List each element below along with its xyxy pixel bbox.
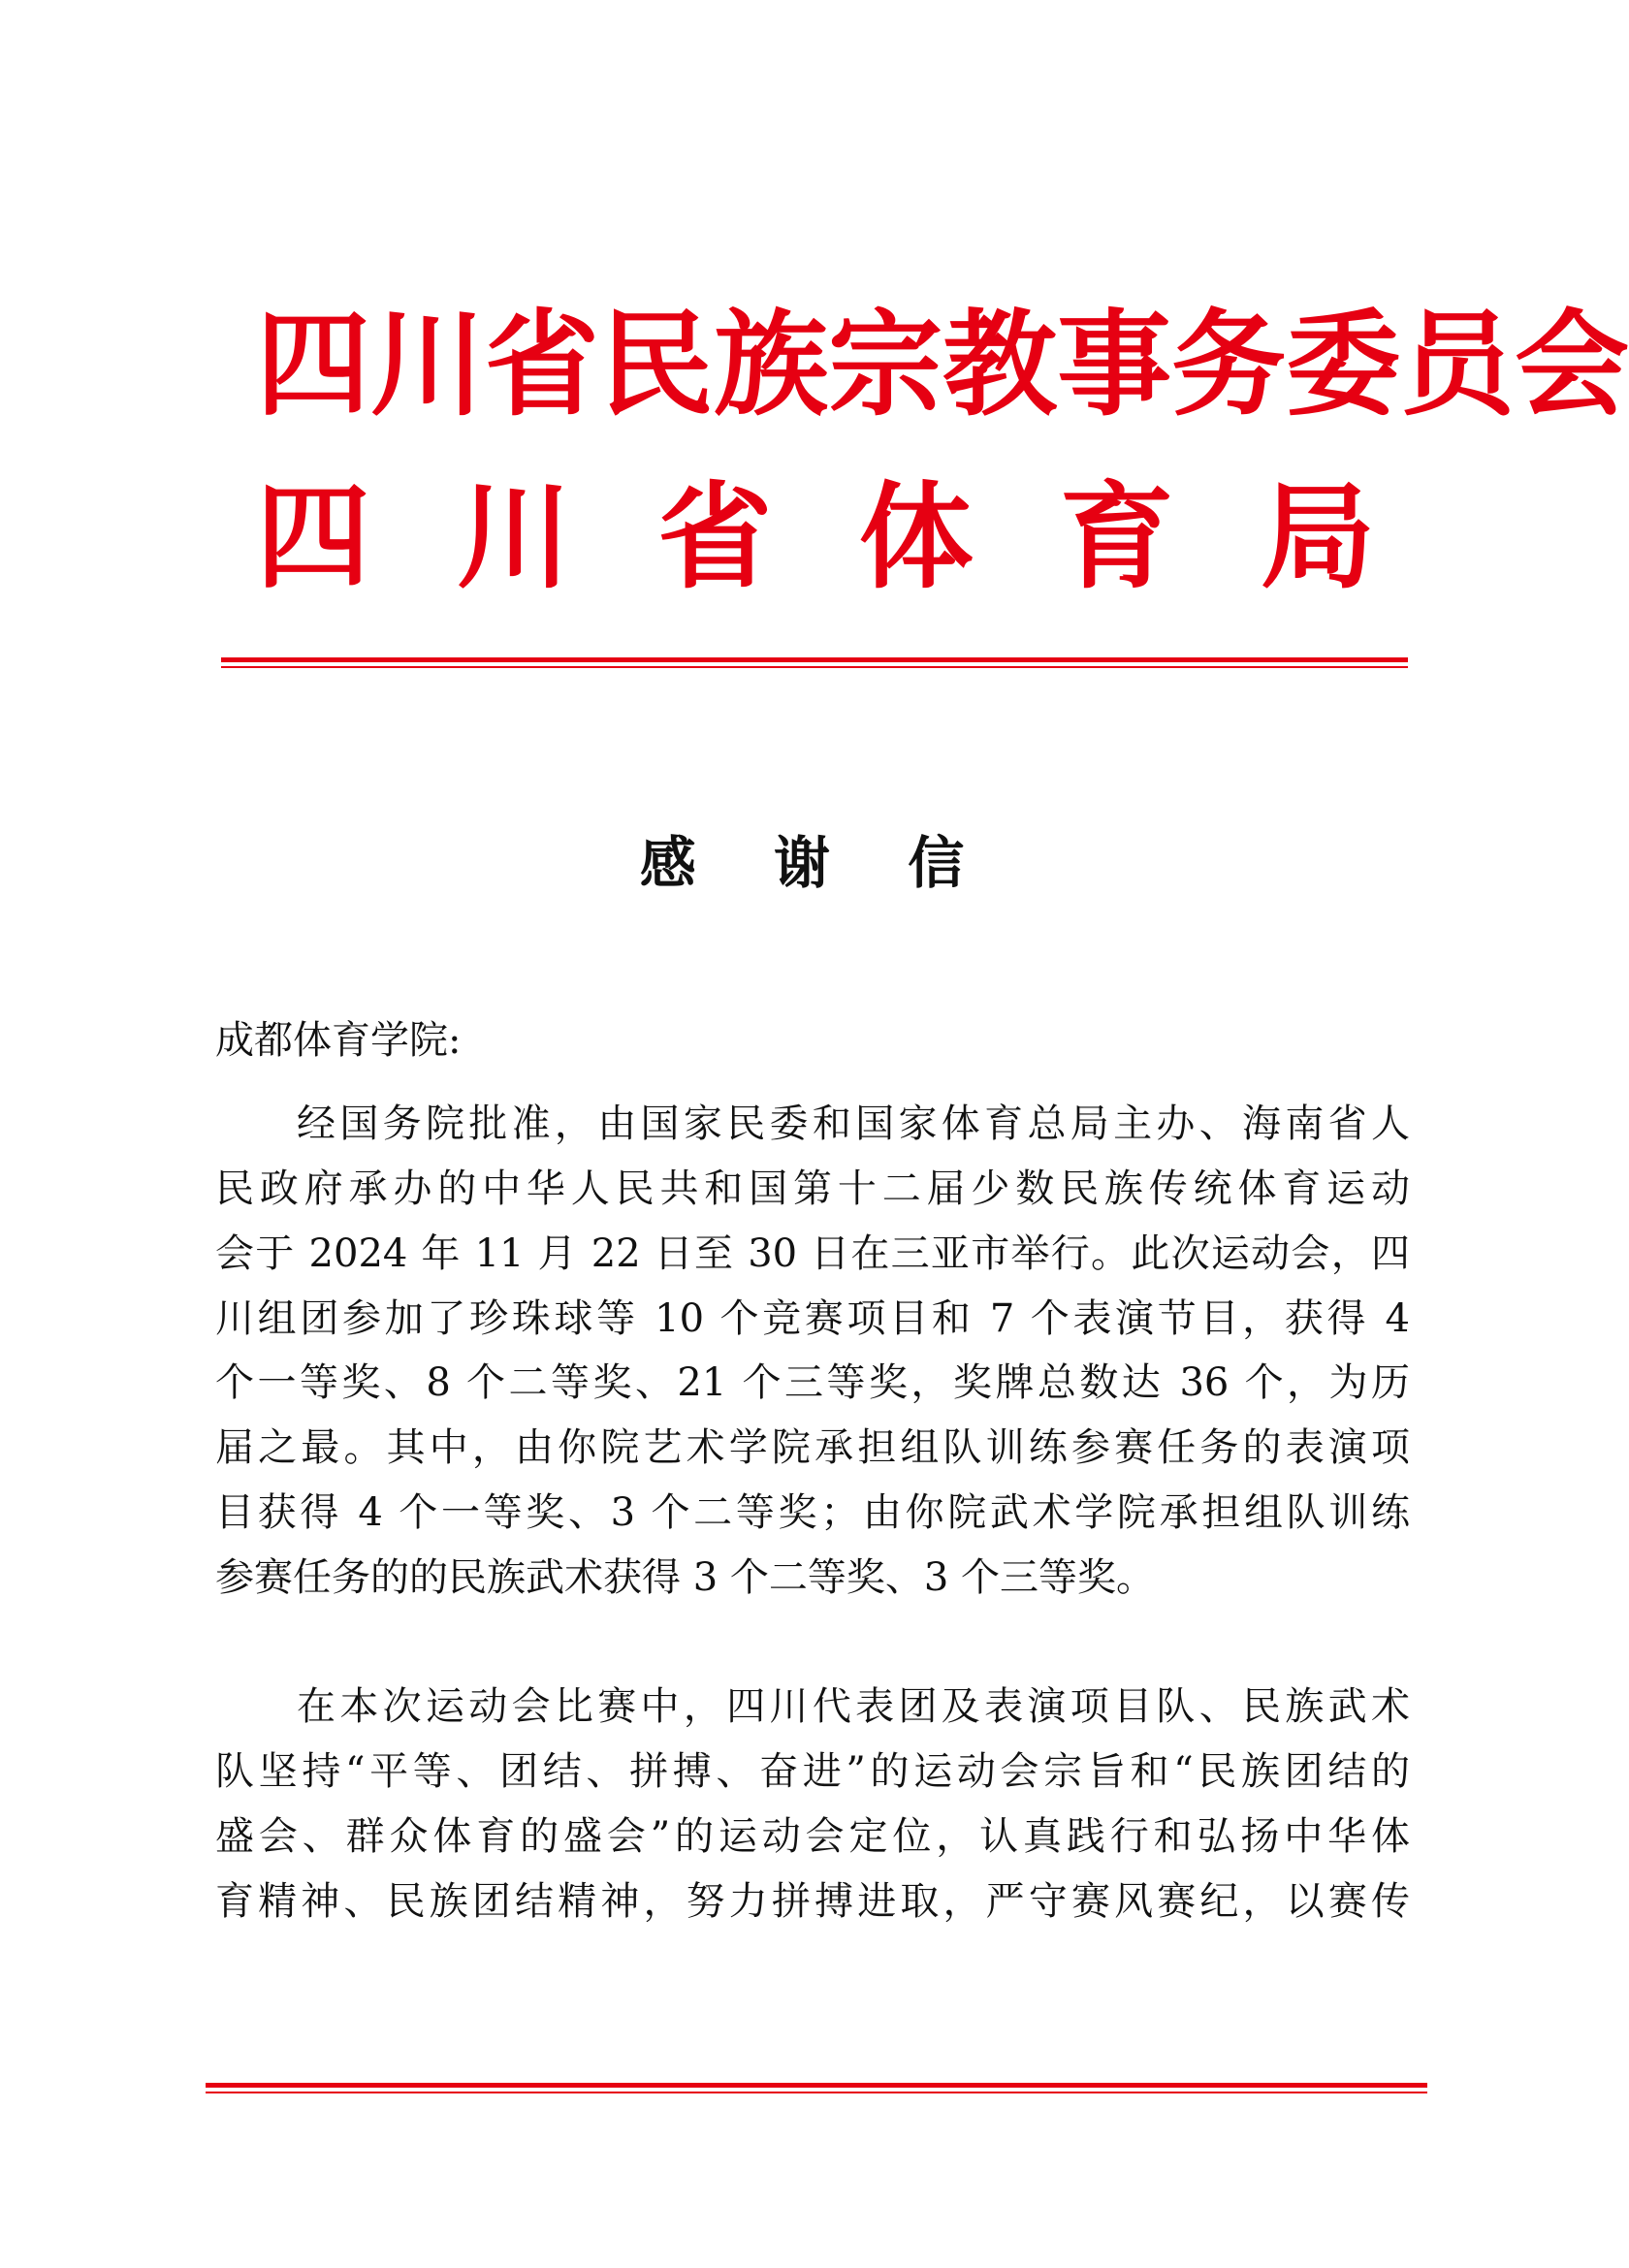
footer-divider	[206, 2083, 1427, 2093]
header-divider-thick	[221, 657, 1408, 662]
issuer-char: 民	[599, 297, 715, 431]
issuer-name-line-1	[256, 297, 1629, 432]
issuer-char: 宗	[828, 297, 943, 431]
paragraph-1-line: 会于 2024 年 11 月 22 日至 30 日在三亚市举行。此次运动会，四	[215, 1231, 1410, 1276]
issuer-name-line-2	[256, 469, 1375, 605]
footer-divider-thick	[206, 2083, 1427, 2088]
title-char: 信	[908, 830, 965, 896]
issuer-char: 族	[714, 297, 829, 431]
paragraph-1-line: 川组团参加了珍珠球等 10 个竞赛项目和 7 个表演节目，获得 4	[215, 1296, 1410, 1341]
issuer-char: 四	[256, 469, 371, 604]
issuer-char: 会	[1515, 297, 1629, 431]
paragraph-1-line: 届之最。其中，由你院艺术学院承担组队训练参赛任务的表演项	[215, 1425, 1410, 1470]
header-divider-thin	[221, 666, 1408, 668]
paragraph-1-line: 经国务院批准，由国家民委和国家体育总局主办、海南省人	[297, 1102, 1410, 1146]
issuer-char: 省	[485, 297, 600, 431]
salutation: 成都体育学院:	[215, 1018, 462, 1063]
letter-title	[0, 824, 1604, 902]
issuer-char: 川	[457, 469, 572, 604]
paragraph-2-line: 队坚持“平等、团结、拼搏、奋进”的运动会宗旨和“民族团结的	[215, 1749, 1410, 1794]
paragraph-1-line: 个一等奖、8 个二等奖、21 个三等奖，奖牌总数达 36 个，为历	[215, 1360, 1410, 1405]
paragraph-1-line: 目获得 4 个一等奖、3 个二等奖；由你院武术学院承担组队训练	[215, 1490, 1410, 1535]
paragraph-2-line: 盛会、群众体育的盛会”的运动会定位，认真践行和弘扬中华体	[215, 1814, 1410, 1859]
paragraph-1-line: 参赛任务的的民族武术获得 3 个二等奖、3 个三等奖。	[215, 1555, 1156, 1600]
issuer-char: 川	[370, 297, 486, 431]
paragraph-2-line: 育精神、民族团结精神，努力拼搏进取，严守赛风赛纪，以赛传	[215, 1879, 1410, 1924]
issuer-char: 体	[858, 469, 974, 604]
paragraph-1-line: 民政府承办的中华人民共和国第十二届少数民族传统体育运动	[215, 1166, 1410, 1211]
issuer-char: 委	[1286, 297, 1401, 431]
issuer-char: 员	[1400, 297, 1516, 431]
issuer-char: 育	[1059, 469, 1174, 604]
issuer-char: 事	[1057, 297, 1172, 431]
issuer-char: 局	[1260, 469, 1375, 604]
issuer-char: 省	[657, 469, 773, 604]
header-divider	[221, 657, 1408, 668]
title-char: 谢	[773, 830, 830, 896]
title-char: 感	[639, 830, 696, 896]
issuer-char: 务	[1171, 297, 1287, 431]
paragraph-2-line: 在本次运动会比赛中，四川代表团及表演项目队、民族武术	[297, 1684, 1410, 1729]
issuer-char: 教	[942, 297, 1058, 431]
issuer-char: 四	[256, 297, 371, 431]
footer-divider-thin	[206, 2092, 1427, 2093]
